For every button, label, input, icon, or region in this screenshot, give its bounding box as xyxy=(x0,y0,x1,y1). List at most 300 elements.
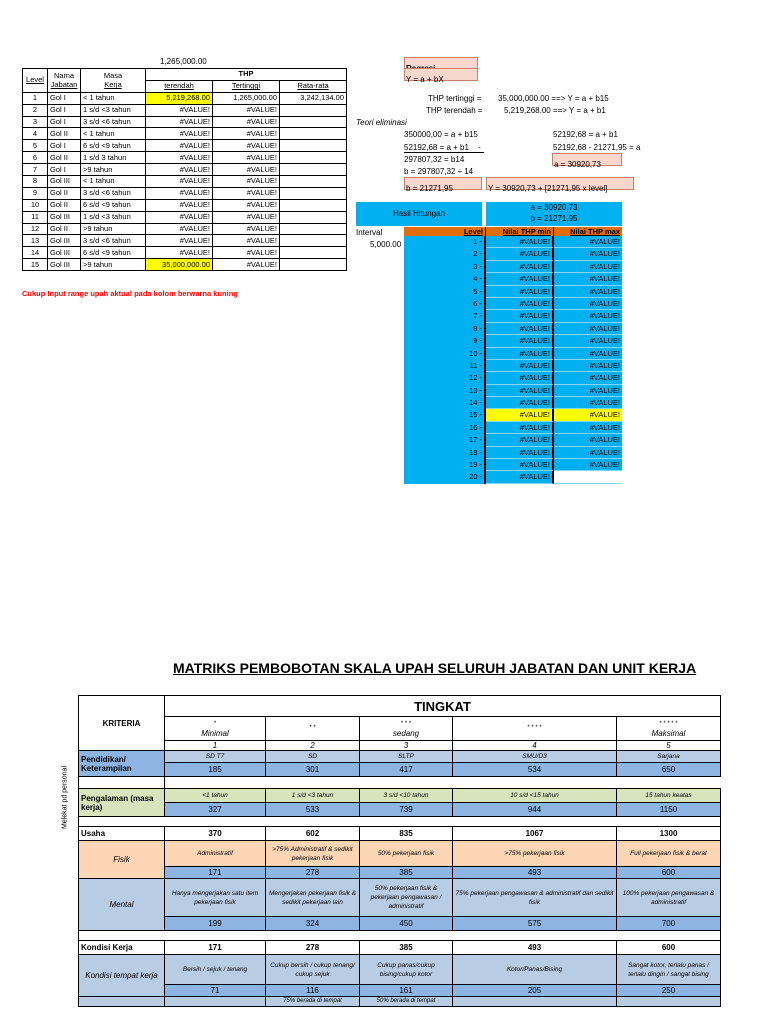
tingkat-header-cell xyxy=(453,717,617,741)
hasil-min: #VALUE! xyxy=(486,273,554,285)
level-num: 3 xyxy=(360,741,453,751)
hasil-title-box xyxy=(356,202,482,226)
tempat-value: 205 xyxy=(453,985,617,997)
pendidikan-value: 650 xyxy=(617,763,721,777)
rata-cell xyxy=(280,187,347,199)
table-row xyxy=(23,104,347,116)
header-nama-jabatan: Nama Jabatan xyxy=(48,69,81,93)
table-row xyxy=(23,140,347,152)
table-row xyxy=(23,128,347,140)
masa-cell: 3 s/d <6 tahun xyxy=(81,187,146,199)
hasil-a: a = 30920,73 xyxy=(530,203,578,212)
hasil-level: 12 - xyxy=(404,372,486,384)
pendidikan-value: 185 xyxy=(165,763,266,777)
minus-sign: - xyxy=(478,143,481,152)
gol-cell: Gol III xyxy=(48,176,81,188)
pengalaman-desc: 15 tahun keatas xyxy=(617,789,721,803)
tempat-desc: Sangat kotor, terlalu panas / terlalu dingin / sangat bising xyxy=(617,955,721,985)
pengalaman-value: 739 xyxy=(360,803,453,817)
masa-cell: >9 tahun xyxy=(81,223,146,235)
interval-value: 5,000.00 xyxy=(370,240,402,249)
level-cell: 10 xyxy=(23,199,48,211)
b-result: b = 21271,95 xyxy=(406,184,453,193)
level-cell: 7 xyxy=(23,164,48,176)
hasil-max: #VALUE! xyxy=(554,335,622,347)
masa-cell: 6 s/d <9 tahun xyxy=(81,247,146,259)
pendidikan-desc: Sarjana xyxy=(617,751,721,763)
hasil-max: #VALUE! xyxy=(554,447,622,459)
left-line-3: 297807,32 = b14 xyxy=(404,155,465,164)
fisik-value: 493 xyxy=(453,867,617,879)
hasil-level: 18 - xyxy=(404,447,486,459)
level-cell: 6 xyxy=(23,152,48,164)
gol-cell: Gol III xyxy=(48,247,81,259)
pengalaman-value: 1150 xyxy=(617,803,721,817)
tingkat-header-cell xyxy=(360,717,453,741)
pendidikan-desc: SMU/D3 xyxy=(453,751,617,763)
hasil-max: #VALUE! xyxy=(554,459,622,471)
hasil-level: 6 - xyxy=(404,298,486,310)
hasil-min: #VALUE! xyxy=(486,360,554,372)
hasil-max: #VALUE! xyxy=(554,273,622,285)
level-cell: 9 xyxy=(23,187,48,199)
hasil-row xyxy=(404,471,622,483)
rata-cell xyxy=(280,128,347,140)
usaha-value: 1300 xyxy=(617,827,721,841)
pendidikan-desc: SD T7 xyxy=(165,751,266,763)
table-row xyxy=(23,152,347,164)
tingkat-header: TINGKAT xyxy=(165,696,721,717)
hasil-min: #VALUE! xyxy=(486,372,554,384)
b-result-box xyxy=(404,177,482,193)
level-cell: 15 xyxy=(23,259,48,271)
hasil-row xyxy=(404,459,622,471)
hasil-level: 17 - xyxy=(404,434,486,446)
table-row xyxy=(23,92,347,104)
top-value: 1,265,000.00 xyxy=(160,57,207,66)
tertinggi-cell: #VALUE! xyxy=(213,223,280,235)
masa-cell: 6 s/d <9 tahun xyxy=(81,199,146,211)
hasil-max: #VALUE! xyxy=(554,422,622,434)
final-formula-box xyxy=(486,177,634,193)
matrix-table xyxy=(78,695,721,1007)
tertinggi-cell: #VALUE! xyxy=(213,176,280,188)
mental-desc: 100% pekerjaan pengawasan & administratif xyxy=(617,879,721,917)
gol-cell: Gol I xyxy=(48,116,81,128)
rata-cell xyxy=(280,199,347,211)
masa-cell: < 1 tahun xyxy=(81,128,146,140)
usaha-value: 602 xyxy=(266,827,360,841)
hasil-level: 5 - xyxy=(404,286,486,298)
level-cell: 3 xyxy=(23,116,48,128)
stars: * xyxy=(213,720,217,727)
usaha-value: 835 xyxy=(360,827,453,841)
a-result-box xyxy=(552,153,622,169)
fisik-desc: >75% Administratif & sedikit pekerjaan fisik xyxy=(266,841,360,867)
terendah-cell[interactable]: #VALUE! xyxy=(146,199,213,211)
hasil-min: #VALUE! xyxy=(486,323,554,335)
matrix-title: MATRIKS PEMBOBOTAN SKALA UPAH SELURUH JABATAN DAN UNIT KERJA xyxy=(173,660,697,676)
hasil-row xyxy=(404,397,622,409)
hasil-row xyxy=(404,273,622,285)
hasil-max: #VALUE! xyxy=(554,434,622,446)
hasil-max: #VALUE! xyxy=(554,298,622,310)
tempat-value: 250 xyxy=(617,985,721,997)
hasil-level: 1 - xyxy=(404,236,486,248)
mental-value: 199 xyxy=(165,917,266,931)
partial-desc: 75% berada di tempat xyxy=(266,997,360,1007)
masa-cell: < 1 tahun xyxy=(81,176,146,188)
tertinggi-cell: #VALUE! xyxy=(213,259,280,271)
pengalaman-desc: 10 s/d <15 tahun xyxy=(453,789,617,803)
rata-cell: 3,242,134.00 xyxy=(280,92,347,104)
hasil-level: 15 - xyxy=(404,409,486,421)
hasil-max: #VALUE! xyxy=(554,261,622,273)
level-cell: 5 xyxy=(23,140,48,152)
rata-cell xyxy=(280,247,347,259)
hasil-min: #VALUE! xyxy=(486,248,554,260)
tempat-value: 116 xyxy=(266,985,360,997)
tertinggi-cell: #VALUE! xyxy=(213,247,280,259)
hasil-row xyxy=(404,335,622,347)
pengalaman-desc: 1 s/d <3 tahun xyxy=(266,789,360,803)
terendah-cell[interactable]: #VALUE! xyxy=(146,211,213,223)
right-line-2: 52192,68 - 21271,95 = a xyxy=(553,143,641,152)
hasil-level: 14 - xyxy=(404,397,486,409)
tertinggi-cell: #VALUE! xyxy=(213,164,280,176)
col-min: Nilai THP min xyxy=(486,227,554,236)
masa-cell: 3 s/d <6 tahun xyxy=(81,116,146,128)
pendidikan-desc: SLTP xyxy=(360,751,453,763)
table-row xyxy=(23,247,347,259)
header-thp: THP xyxy=(146,69,347,81)
mental-desc: 75% pekerjaan pengawasan & administratif dan sedikit fisik xyxy=(453,879,617,917)
hasil-min: #VALUE! xyxy=(486,236,554,248)
mental-value: 450 xyxy=(360,917,453,931)
mental-value: 324 xyxy=(266,917,360,931)
hasil-row xyxy=(404,409,622,421)
level-name: Maksimal xyxy=(651,728,686,738)
level-cell: 8 xyxy=(23,176,48,188)
fisik-desc: Full pekerjaan fisik & berat xyxy=(617,841,721,867)
hasil-min: #VALUE! xyxy=(486,286,554,298)
fisik-desc: Administratif xyxy=(165,841,266,867)
gol-cell: Gol III xyxy=(48,235,81,247)
left-line-1: 350000,00 = a + b15 xyxy=(404,130,478,139)
terendah-cell[interactable]: #VALUE! xyxy=(146,223,213,235)
tempat-desc: Cukup panas/cukup bising/cukup kotor xyxy=(360,955,453,985)
kondisi-value: 600 xyxy=(617,941,721,955)
fisik-desc: 50% pekerjaan fisik xyxy=(360,841,453,867)
kondisi-label: Kondisi Kerja xyxy=(79,941,165,955)
mental-value: 700 xyxy=(617,917,721,931)
level-name: Minimal xyxy=(201,728,229,738)
kondisi-value: 385 xyxy=(360,941,453,955)
hasil-max: #VALUE! xyxy=(554,323,622,335)
pendidikan-desc: SD xyxy=(266,751,360,763)
pengalaman-value: 327 xyxy=(165,803,266,817)
mental-desc: Hanya mengerjakan satu item pekerjaan fisik xyxy=(165,879,266,917)
rata-cell xyxy=(280,152,347,164)
terendah-cell[interactable]: 5,219,268.00 xyxy=(146,92,213,104)
hasil-level: 2 - xyxy=(404,248,486,260)
terendah-cell[interactable]: #VALUE! xyxy=(146,164,213,176)
header-rata-rata: Rata-rata xyxy=(280,80,347,92)
rata-cell xyxy=(280,176,347,188)
stars: * * * * * xyxy=(659,720,678,727)
hasil-level: 10 - xyxy=(404,348,486,360)
tertinggi-cell: #VALUE! xyxy=(213,140,280,152)
partial-desc: 50% berada di tempat xyxy=(360,997,453,1007)
level-cell: 2 xyxy=(23,104,48,116)
hasil-row xyxy=(404,248,622,260)
tertinggi-cell: #VALUE! xyxy=(213,116,280,128)
hasil-b: b = 21271,95 xyxy=(530,214,578,223)
pengalaman-desc: <1 tahun xyxy=(165,789,266,803)
tingkat-header-cell xyxy=(617,717,721,741)
final-formula: Y = 30920,73 + [21271,95 x level] xyxy=(488,184,608,193)
gol-cell: Gol I xyxy=(48,164,81,176)
hasil-level: 3 - xyxy=(404,261,486,273)
header-tertinggi: Tertinggi xyxy=(213,80,280,92)
hasil-level: 19 - xyxy=(404,459,486,471)
hasil-min: #VALUE! xyxy=(486,310,554,322)
gol-cell: Gol II xyxy=(48,152,81,164)
hasil-level: 7 - xyxy=(404,310,486,322)
terendah-cell[interactable]: #VALUE! xyxy=(146,104,213,116)
a-result: a = 30920,73 xyxy=(554,160,601,169)
hasil-level: 4 - xyxy=(404,273,486,285)
hasil-max xyxy=(554,471,622,483)
gol-cell: Gol I xyxy=(48,104,81,116)
hasil-row xyxy=(404,385,622,397)
terendah-cell[interactable]: #VALUE! xyxy=(146,176,213,188)
terendah-cell[interactable]: #VALUE! xyxy=(146,140,213,152)
mental-desc: Mengerjakan pekerjaan fisik & sedikit pekerjaan lain xyxy=(266,879,360,917)
hasil-min: #VALUE! xyxy=(486,471,554,483)
stars: * * * xyxy=(400,720,412,727)
thp-high-value: 35,000,000.00 ==> Y = a + b15 xyxy=(498,94,609,103)
terendah-cell[interactable]: #VALUE! xyxy=(146,116,213,128)
pengalaman-label: Pengalaman (masa kerja) xyxy=(79,789,165,817)
terendah-cell[interactable]: #VALUE! xyxy=(146,152,213,164)
usaha-value: 370 xyxy=(165,827,266,841)
hasil-min: #VALUE! xyxy=(486,434,554,446)
masa-cell: 1 s/d <3 tahun xyxy=(81,211,146,223)
header-terendah: terendah xyxy=(146,80,213,92)
hasil-max: #VALUE! xyxy=(554,348,622,360)
masa-cell: 1 s/d <3 tahun xyxy=(81,104,146,116)
tertinggi-cell: #VALUE! xyxy=(213,235,280,247)
hasil-min: #VALUE! xyxy=(486,298,554,310)
input-note: Cukup Input range upah aktual pada kolom berwarna kuning xyxy=(22,289,238,298)
fisik-value: 278 xyxy=(266,867,360,879)
pendidikan-value: 417 xyxy=(360,763,453,777)
table-row xyxy=(23,259,347,271)
masa-cell: 1 s/d 3 tahun xyxy=(81,152,146,164)
terendah-cell[interactable]: #VALUE! xyxy=(146,128,213,140)
stars: * * * * xyxy=(527,725,542,731)
terendah-cell[interactable]: #VALUE! xyxy=(146,235,213,247)
mental-label: Mental xyxy=(79,879,165,931)
col-max: Nilai THP max xyxy=(570,227,620,236)
hasil-row xyxy=(404,310,622,322)
stars: * * xyxy=(309,725,316,731)
rata-cell xyxy=(280,235,347,247)
table-row xyxy=(23,116,347,128)
gol-cell: Gol III xyxy=(48,211,81,223)
fisik-desc: >75% pekerjaan fisik xyxy=(453,841,617,867)
hasil-level: 11 - xyxy=(404,360,486,372)
level-cell: 14 xyxy=(23,247,48,259)
pendidikan-label: Pendidikan/ Keterampilan xyxy=(79,751,165,777)
col-level: Level xyxy=(404,227,486,236)
level-cell: 12 xyxy=(23,223,48,235)
hasil-min: #VALUE! xyxy=(486,409,554,421)
kondisi-value: 278 xyxy=(266,941,360,955)
gol-cell: Gol II xyxy=(48,199,81,211)
rata-cell xyxy=(280,223,347,235)
hasil-row xyxy=(404,360,622,372)
hasil-level: 16 - xyxy=(404,422,486,434)
tertinggi-cell: #VALUE! xyxy=(213,128,280,140)
tempat-value: 161 xyxy=(360,985,453,997)
hasil-min: #VALUE! xyxy=(486,385,554,397)
hasil-min: #VALUE! xyxy=(486,422,554,434)
masa-cell: 6 s/d <9 tahun xyxy=(81,140,146,152)
table-row xyxy=(23,187,347,199)
wage-table xyxy=(22,68,347,271)
interval-label: Interval xyxy=(356,228,383,237)
tertinggi-cell: #VALUE! xyxy=(213,211,280,223)
level-cell: 4 xyxy=(23,128,48,140)
tertinggi-cell: #VALUE! xyxy=(213,104,280,116)
hasil-row xyxy=(404,422,622,434)
hasil-min: #VALUE! xyxy=(486,447,554,459)
terendah-cell[interactable]: #VALUE! xyxy=(146,187,213,199)
teori-eliminasi: Teori eliminasi xyxy=(356,118,407,127)
masa-cell: >9 tahun xyxy=(81,259,146,271)
regresi-formula: Y = a + bX xyxy=(406,75,444,84)
pendidikan-value: 534 xyxy=(453,763,617,777)
hasil-min: #VALUE! xyxy=(486,261,554,273)
side-label: Melekat pd personal xyxy=(61,765,69,830)
table-row xyxy=(23,223,347,235)
tempat-value: 71 xyxy=(165,985,266,997)
thp-low-label: THP terendah = xyxy=(426,106,483,115)
pengalaman-value: 533 xyxy=(266,803,360,817)
fisik-value: 385 xyxy=(360,867,453,879)
hasil-level: 13 - xyxy=(404,385,486,397)
usaha-value: 1067 xyxy=(453,827,617,841)
hasil-max: #VALUE! xyxy=(554,286,622,298)
tempat-desc: Kotor/Panas/Bising xyxy=(453,955,617,985)
gol-cell: Gol I xyxy=(48,140,81,152)
rata-cell xyxy=(280,140,347,152)
tempat-label: Kondisi tempat kerja xyxy=(79,955,165,997)
table-row xyxy=(23,164,347,176)
hasil-min: #VALUE! xyxy=(486,348,554,360)
subtract-line xyxy=(404,152,484,153)
hasil-min: #VALUE! xyxy=(486,397,554,409)
left-line-2: 52192,68 = a + b1 xyxy=(404,143,469,152)
hasil-level: 9 - xyxy=(404,335,486,347)
gol-cell: Gol III xyxy=(48,259,81,271)
thp-high-label: THP tertinggi = xyxy=(428,94,482,103)
rata-cell xyxy=(280,164,347,176)
hasil-max: #VALUE! xyxy=(554,385,622,397)
hasil-max: #VALUE! xyxy=(554,248,622,260)
pengalaman-desc: 3 s/d <10 tahun xyxy=(360,789,453,803)
hasil-table xyxy=(404,227,622,484)
kondisi-value: 171 xyxy=(165,941,266,955)
tempat-desc: Cukup bersih / cukup tenang/ cukup sejuk xyxy=(266,955,360,985)
header-masa-kerja: Masa Kerja xyxy=(81,69,146,93)
hasil-min: #VALUE! xyxy=(486,459,554,471)
kriteria-header: KRITERIA xyxy=(79,696,165,751)
level-cell: 13 xyxy=(23,235,48,247)
masa-cell: >9 tahun xyxy=(81,164,146,176)
gol-cell: Gol II xyxy=(48,187,81,199)
hasil-row xyxy=(404,372,622,384)
table-row xyxy=(23,199,347,211)
rata-cell xyxy=(280,116,347,128)
fisik-value: 600 xyxy=(617,867,721,879)
level-num: 2 xyxy=(266,741,360,751)
hasil-max: #VALUE! xyxy=(554,310,622,322)
hasil-header-row xyxy=(404,227,622,236)
thp-low-value: 5,219,268.00 ==> Y = a + b1 xyxy=(504,106,606,115)
hasil-row xyxy=(404,261,622,273)
hasil-row xyxy=(404,323,622,335)
rata-cell xyxy=(280,104,347,116)
level-name: sedang xyxy=(392,728,420,738)
hasil-ab-box xyxy=(486,202,622,226)
gol-cell: Gol II xyxy=(48,223,81,235)
hasil-row xyxy=(404,447,622,459)
tingkat-header-cell xyxy=(266,717,360,741)
level-cell: 11 xyxy=(23,211,48,223)
right-line-1: 52192,68 = a + b1 xyxy=(553,130,618,139)
side-label-box xyxy=(58,756,72,846)
mental-desc: 50% pekerjaan fisik & pekerjaan pengawasan / administratif xyxy=(360,879,453,917)
pengalaman-value: 944 xyxy=(453,803,617,817)
hasil-max: #VALUE! xyxy=(554,409,622,421)
fisik-label: Fisik xyxy=(79,841,165,879)
level-cell: 1 xyxy=(23,92,48,104)
terendah-cell[interactable]: 35,000,000.00 xyxy=(146,259,213,271)
hasil-level: 20 - xyxy=(404,471,486,483)
level-num: 4 xyxy=(453,741,617,751)
hasil-max: #VALUE! xyxy=(554,397,622,409)
terendah-cell[interactable]: #VALUE! xyxy=(146,247,213,259)
masa-cell: 3 s/d <6 tahun xyxy=(81,235,146,247)
table-row xyxy=(23,235,347,247)
tertinggi-cell: #VALUE! xyxy=(213,187,280,199)
masa-cell: < 1 tahun xyxy=(81,92,146,104)
hasil-row xyxy=(404,298,622,310)
hasil-level: 8 - xyxy=(404,323,486,335)
hasil-row xyxy=(404,236,622,248)
hasil-title: Hasil Hitungan xyxy=(392,209,446,218)
tertinggi-cell: 1,265,000.00 xyxy=(213,92,280,104)
gol-cell: Gol II xyxy=(48,128,81,140)
level-num: 1 xyxy=(165,741,266,751)
hasil-row xyxy=(404,434,622,446)
gol-cell: Gol I xyxy=(48,92,81,104)
left-line-4: b = 297807,32 ÷ 14 xyxy=(404,167,474,176)
tempat-desc: Bersih / sejuk / tenang xyxy=(165,955,266,985)
